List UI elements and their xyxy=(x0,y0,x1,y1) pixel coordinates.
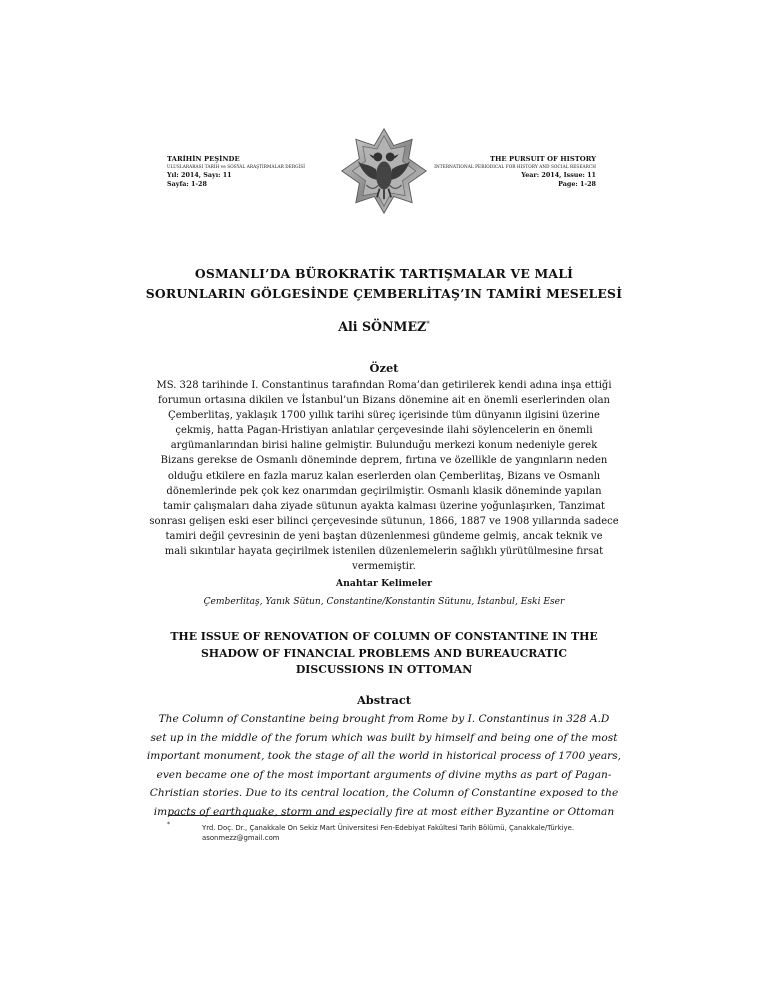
footnote xyxy=(168,823,600,843)
abstract-body xyxy=(143,710,625,821)
ozet-line: Bizans gerekse de Osmanlı döneminde deprem, fırtına ve özellikle de yangınların neden xyxy=(160,455,608,467)
footnote-email: asonmezz@gmail.com xyxy=(202,834,280,842)
ozet-line: tamiri değil çevresinin de yeni baştan düzenlenmesi gündeme gelmiş, ancak teknik ve xyxy=(165,530,603,542)
abstract-heading: Abstract xyxy=(356,693,412,707)
abstract-line: impacts of earthquake, storm and especially fire at most either Byzantine or Ottoman xyxy=(153,805,615,818)
article-title-en-line: THE ISSUE OF RENOVATION OF COLUMN OF CONSTANTINE IN THE xyxy=(170,630,598,643)
abstract-line: set up in the middle of the forum which was built by himself and being one of the most xyxy=(150,731,618,744)
abstract-line: important monument, took the stage of all the world in historical process of 1700 years, xyxy=(146,750,622,762)
journal-header-left xyxy=(167,155,305,188)
footnote-mark: * xyxy=(167,821,170,828)
journal-name-en: THE PURSUIT OF HISTORY xyxy=(489,155,596,163)
ozet-line: dönemlerinde pek çok kez onarımdan geçirilmiştir. Osmanlı klasik döneminde yapılan xyxy=(166,485,602,497)
journal-pages-tr: Sayfa: 1-28 xyxy=(167,179,207,188)
article-title-tr-line: SORUNLARIN GÖLGESİNDE ÇEMBERLİTAŞ’IN TAMİRİ MESELESİ xyxy=(145,286,623,301)
journal-subtitle-en: INTERNATIONAL PERIODICAL FOR HISTORY AND SOCIAL RESEARCH xyxy=(434,164,596,170)
ozet-line: sonrası gelişen eski eser bilinci çerçevesinde sütunun, 1866, 1887 ve 1908 yıllarında sadece xyxy=(149,515,619,527)
ozet-line: vermemiştir. xyxy=(352,561,416,573)
ozet-line: mali sıkıntılar hayata geçirilmek istenilen düzenlemelerin sağlıklı yürütülmesine fırsat xyxy=(164,546,604,558)
ozet-line: argümanlarından birisi haline gelmiştir. Bulunduğu merkezi konum nedeniyle gerek xyxy=(170,440,598,452)
article-title-en xyxy=(160,629,608,679)
ozet-line: tamir çalışmaları daha ziyade sütunun ayakta kalması üzerine yoğunlaşırken, Tanzimat xyxy=(163,500,605,512)
keywords-list: Çemberlitaş, Yanık Sütun, Constantine/Konstantin Sütunu, İstanbul, Eski Eser xyxy=(203,597,565,607)
ozet-line: olduğu etkilere en fazla maruz kalan eserlerden olan Çemberlitaş, Bizans ve Osmanlı xyxy=(167,470,601,482)
ozet-line: Çemberlitaş, yaklaşık 1700 yıllık tarihi süreç içerisinde tüm dünyanın ilgisini üzerine xyxy=(168,410,600,422)
journal-pages-en: Page: 1-28 xyxy=(558,179,596,188)
ozet-heading: Özet xyxy=(369,361,399,375)
journal-issue-tr: Yıl: 2014, Sayı: 11 xyxy=(167,171,232,180)
footnote-text: Yrd. Doç. Dr., Çanakkale On Sekiz Mart Üniversitesi Fen-Edebiyat Fakültesi Tarih Bölümü, Çanakkale/Türkiye. xyxy=(202,824,575,832)
article-title-tr xyxy=(140,264,628,304)
journal-name-tr: TARİHİN PEŞİNDE xyxy=(167,155,240,163)
abstract-line: Christian stories. Due to its central location, the Column of Constantine exposed to the xyxy=(149,787,619,799)
abstract-line: even became one of the most important arguments of divine myths as part of Pagan- xyxy=(156,768,612,781)
abstract-line: The Column of Constantine being brought from Rome by I. Constantinus in 328 A.D xyxy=(158,713,610,725)
footnote-divider xyxy=(168,815,352,816)
author-name-text: Ali SÖNMEZ xyxy=(338,319,427,334)
ozet-line: MS. 328 tarihinde I. Constantinus tarafından Roma’dan getirilerek kendi adına inşa ettiği xyxy=(156,380,612,391)
journal-issue-en: Year: 2014, Issue: 11 xyxy=(521,171,596,180)
article-title-en-line: DISCUSSIONS IN OTTOMAN xyxy=(295,663,473,676)
article-title-en-line: SHADOW OF FINANCIAL PROBLEMS AND BUREAUCRATIC xyxy=(200,646,568,660)
ozet-line: çekmiş, hatta Pagan-Hristiyan anlatılar çerçevesinde ilahi söylencelerin en önemli xyxy=(175,425,593,437)
journal-header-right xyxy=(434,155,596,188)
journal-subtitle-tr: ULUSLARARASI TARİH ve SOSYAL ARAŞTIRMALAR DERGİSİ xyxy=(167,164,306,170)
ozet-body xyxy=(143,378,625,574)
author-name xyxy=(0,319,768,334)
keywords-heading: Anahtar Kelimeler xyxy=(335,578,433,589)
ozet-line: forumun ortasına dikilen ve İstanbul’un Bizans dönemine ait en önemli eserlerinden olan xyxy=(158,395,610,407)
author-footnote-mark: * xyxy=(426,319,430,328)
article-title-tr-line: OSMANLI’DA BÜROKRATİK TARTIŞMALAR VE MALİ xyxy=(194,266,574,281)
double-headed-eagle-star-emblem-icon xyxy=(340,127,428,215)
